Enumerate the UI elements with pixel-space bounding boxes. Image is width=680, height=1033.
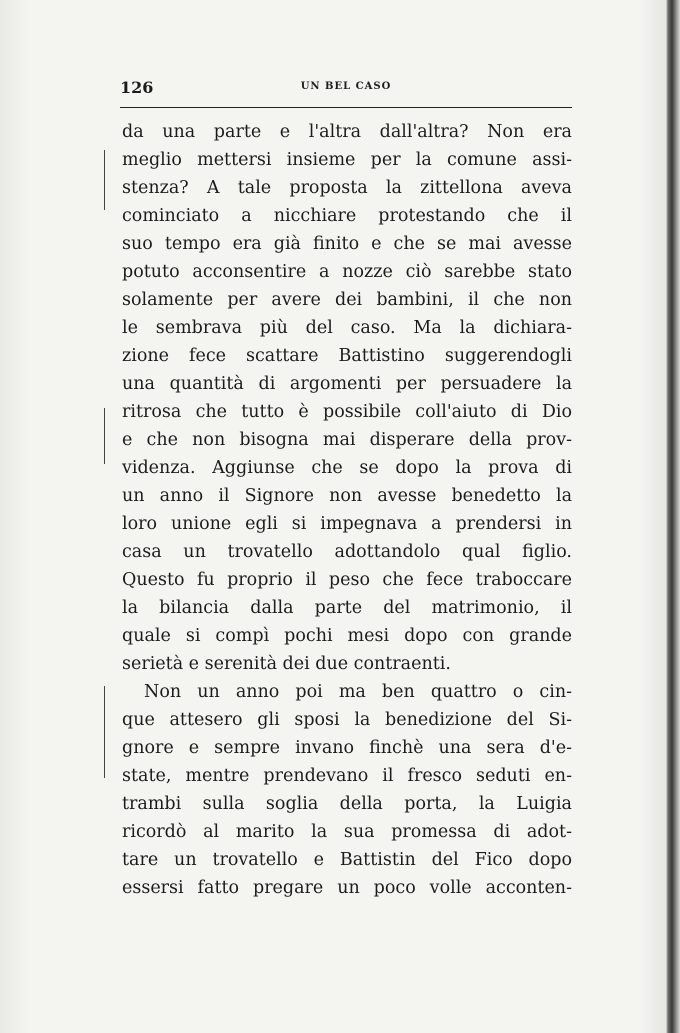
- text-line: Non un anno poi ma ben quattro o cin-: [144, 682, 572, 702]
- text-line: da una parte e l'altra dall'altra? Non era: [122, 122, 572, 142]
- text-line: cominciato a nicchiare protestando che il: [122, 206, 572, 226]
- text-line: Questo fu proprio il peso che fece traboccare: [122, 570, 572, 590]
- header-rule: [120, 107, 572, 108]
- text-line: videnza. Aggiunse che se dopo la prova di: [122, 458, 572, 478]
- text-line: solamente per avere dei bambini, il che non: [122, 290, 572, 310]
- text-line: ricordò al marito la sua promessa di adot-: [122, 822, 572, 842]
- text-line: potuto acconsentire a nozze ciò sarebbe stato: [122, 262, 572, 282]
- text-line: tare un trovatello e Battistin del Fico dopo: [122, 850, 572, 870]
- text-line: una quantità di argomenti per persuadere la: [122, 374, 572, 394]
- running-title: UN BEL CASO: [300, 81, 392, 92]
- margin-pencil-mark: [104, 686, 105, 778]
- text-line: loro unione egli si impegnava a prendersi in: [122, 514, 572, 534]
- margin-pencil-mark: [104, 408, 105, 464]
- page-header: [120, 78, 572, 98]
- text-line: gnore e sempre invano finchè una sera d'e-: [122, 738, 572, 758]
- text-line: stenza? A tale proposta la zittellona aveva: [122, 178, 572, 198]
- page-number: 126: [120, 78, 154, 97]
- text-line: ritrosa che tutto è possibile coll'aiuto di Dio: [122, 402, 572, 422]
- text-line: quale si compì pochi mesi dopo con grande: [122, 626, 572, 646]
- text-line: trambi sulla soglia della porta, la Luigia: [122, 794, 572, 814]
- text-line: casa un trovatello adottandolo qual figlio.: [122, 542, 572, 562]
- margin-pencil-mark: [104, 150, 105, 210]
- text-line: le sembrava più del caso. Ma la dichiara-: [122, 318, 572, 338]
- text-line: suo tempo era già finito e che se mai avesse: [122, 234, 572, 254]
- text-line: state, mentre prendevano il fresco seduti en-: [122, 766, 572, 786]
- body-text: [122, 118, 572, 902]
- text-line: que attesero gli sposi la benedizione del Si-: [122, 710, 572, 730]
- text-line: un anno il Signore non avesse benedetto la: [122, 486, 572, 506]
- text-line: meglio mettersi insieme per la comune assi-: [122, 150, 572, 170]
- text-line: la bilancia dalla parte del matrimonio, il: [122, 598, 572, 618]
- text-line: zione fece scattare Battistino suggerendogli: [122, 346, 572, 366]
- text-line: essersi fatto pregare un poco volle acconten-: [122, 878, 572, 898]
- text-line: e che non bisogna mai disperare della prov-: [122, 430, 572, 450]
- text-line: serietà e serenità dei due contraenti.: [122, 654, 451, 674]
